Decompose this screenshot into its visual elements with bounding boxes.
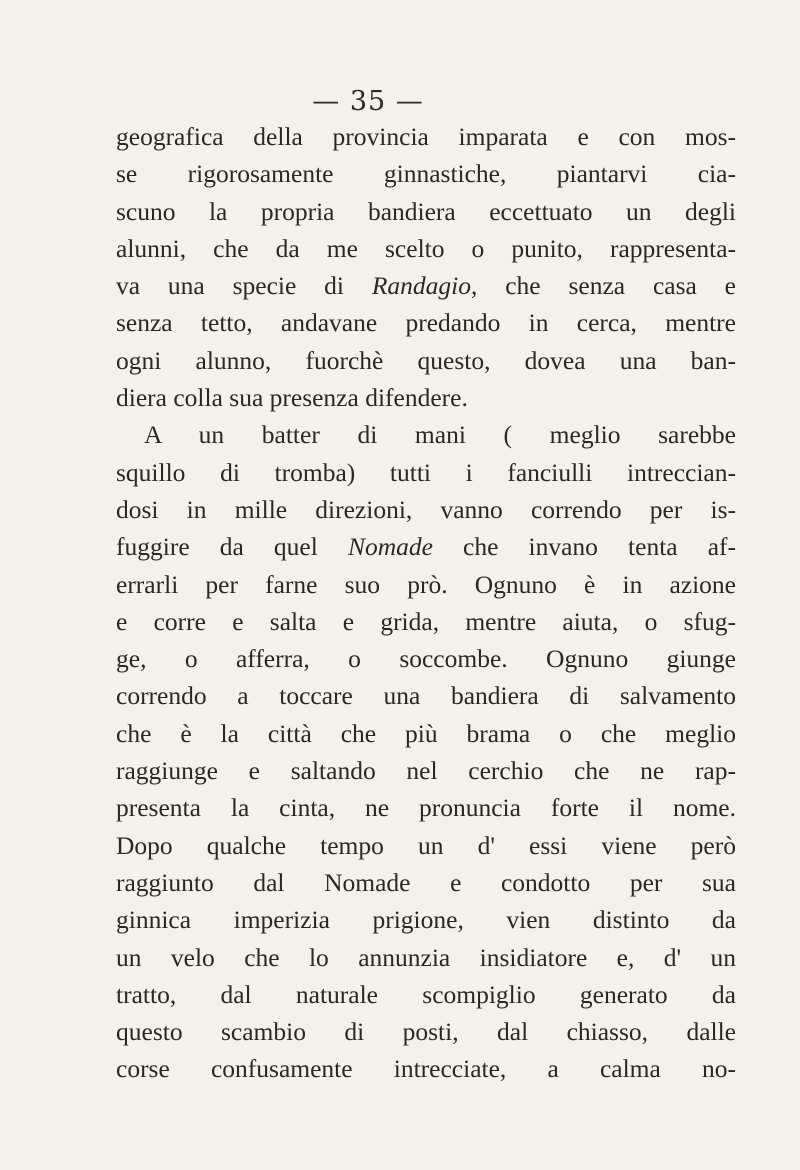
text-line bbox=[116, 528, 736, 565]
text-span: che invano tenta af- bbox=[432, 532, 736, 562]
text-line: questo scambio di posti, dal chiasso, dalle bbox=[116, 1017, 736, 1047]
body-text bbox=[116, 118, 736, 1088]
text-line: presenta la cinta, ne pronuncia forte il nome. bbox=[116, 793, 736, 823]
page-number: — 35 — bbox=[312, 86, 424, 117]
italic-term: Nomade bbox=[347, 532, 433, 562]
text-line: ginnica imperizia prigione, vien distinto da bbox=[116, 905, 736, 935]
text-line: dosi in mille direzioni, vanno correndo per is- bbox=[116, 494, 736, 524]
text-line: Dopo qualche tempo un d' essi viene però bbox=[116, 830, 736, 860]
text-line: che è la città che più brama o che meglio bbox=[116, 718, 736, 748]
text-line: errarli per farne suo prò. Ognuno è in azione bbox=[116, 569, 736, 599]
text-line: alunni, che da me scelto o punito, rappresenta- bbox=[116, 233, 736, 263]
text-line: tratto, dal naturale scompiglio generato da bbox=[116, 979, 736, 1009]
text-line: raggiunge e saltando nel cerchio che ne rap- bbox=[116, 756, 736, 786]
text-line: raggiunto dal Nomade e condotto per sua bbox=[116, 867, 736, 897]
italic-term: Randagio bbox=[371, 271, 472, 301]
text-line: correndo a toccare una bandiera di salvamento bbox=[116, 681, 736, 711]
text-span: , che senza casa e bbox=[471, 271, 736, 301]
text-line: squillo di tromba) tutti i fanciulli intreccian- bbox=[116, 457, 736, 487]
text-line: e corre e salta e grida, mentre aiuta, o sfug- bbox=[116, 606, 736, 636]
text-line: diera colla sua presenza difendere. bbox=[116, 383, 468, 413]
text-line: senza tetto, andavane predando in cerca, mentre bbox=[116, 308, 736, 338]
text-line: A un batter di mani ( meglio sarebbe bbox=[144, 420, 736, 450]
text-span: fuggire da quel bbox=[116, 532, 348, 562]
text-line: ge, o afferra, o soccombe. Ognuno giunge bbox=[116, 644, 736, 674]
text-line: scuno la propria bandiera eccettuato un degli bbox=[116, 196, 736, 226]
text-line: un velo che lo annunzia insidiatore e, d' un bbox=[116, 942, 736, 972]
text-line: se rigorosamente ginnastiche, piantarvi cia- bbox=[116, 159, 736, 189]
text-line: ogni alunno, fuorchè questo, dovea una ban- bbox=[116, 345, 736, 375]
text-span: va una specie di bbox=[116, 271, 372, 301]
text-line bbox=[116, 267, 736, 304]
text-line: geografica della provincia imparata e con mos- bbox=[116, 122, 736, 151]
text-line: corse confusamente intrecciate, a calma no- bbox=[116, 1054, 736, 1084]
